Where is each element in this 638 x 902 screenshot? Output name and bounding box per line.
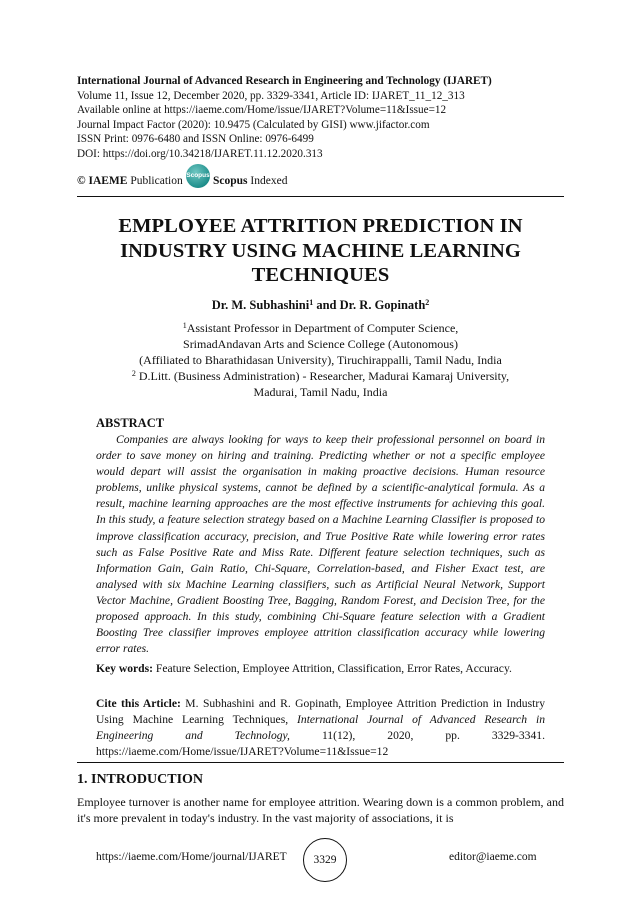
title-line-1: EMPLOYEE ATTRITION PREDICTION IN: [118, 215, 523, 237]
header-divider: [77, 196, 564, 197]
cite-label: Cite this Article:: [96, 697, 181, 710]
affil-1-line-3: (Affiliated to Bharathidasan University), Tiruchirappalli, Tamil Nadu, India: [139, 353, 502, 367]
page-number: 3329: [303, 838, 347, 882]
page-footer: [0, 838, 638, 886]
affil-1-line-1: Assistant Professor in Department of Computer Science,: [186, 321, 459, 335]
footer-email[interactable]: editor@iaeme.com: [449, 851, 537, 863]
publication-row: [77, 164, 557, 194]
impact-factor-line: Journal Impact Factor (2020): 10.9475 (Calculated by GISI) www.jifactor.com: [77, 118, 430, 131]
affil-2-line-1: D.Litt. (Business Administration) - Researcher, Madurai Kamaraj University,: [138, 369, 510, 383]
abstract-text: Companies are always looking for ways to keep their professional personnel on board in order to save money on hiring and training. Predicting whether or not a specific employee would depart will assist the organisation in making proactive decisions. Human resource problems, unlike physical systems, cannot be defined by a scientific-analytical formula. As a result, machine learning approaches are the most effective instruments for achieving this goal. In this study, a feature selection strategy based on a Machine Learning Classifier is proposed to improve classification accuracy, precision, and True Positive Rate while lowering error rates such as False Positive Rate and Miss Rate. Different feature selection techniques, such as Information Gain, Gain Ratio, Chi-Square, Correlation-based, and Fisher Exact test, are analysed with six Machine Learning classifiers, such as Artificial Neural Network, Support Vector Machine, Gradient Boosting Tree, Bagging, Random Forest, and Decision Tree, for the proposed approach. In this study, combining Chi-Square feature selection with a Gradient Boosting Tree classifier improves employee attrition classification accuracy while lowering error rates.: [96, 433, 545, 656]
affil-1-line-2: SrimadAndavan Arts and Science College (Autonomous): [183, 337, 458, 351]
author-2-sup: 2: [425, 298, 430, 307]
copyright-text: © IAEME: [77, 175, 128, 187]
publisher-credit: [77, 175, 183, 187]
keywords: [96, 661, 545, 677]
affil-2-line-2: Madurai, Tamil Nadu, India: [253, 385, 388, 399]
author-1-sup: 1: [309, 298, 314, 307]
cite-divider: [77, 762, 564, 763]
available-online-line: Available online at https://iaeme.com/Home/issue/IJARET?Volume=11&Issue=12: [77, 104, 447, 117]
affil-1-sup: 1: [182, 321, 187, 330]
introduction-heading: 1. INTRODUCTION: [77, 772, 204, 787]
journal-name: International Journal of Advanced Research in Engineering and Technology (IJARET): [77, 75, 492, 87]
cite-journal: International Journal of Advanced Research in Engineering and Technology,: [96, 713, 546, 743]
author-1: Dr. M. Subhashini: [211, 298, 310, 312]
scopus-logo-icon: Scopus: [186, 164, 210, 188]
indexed-word: Indexed: [250, 175, 288, 187]
and-word: and: [316, 298, 337, 312]
introduction-text: Employee turnover is another name for employee attrition. Wearing down is a common problem, and it's more prevalent in today's industry. In the vast majority of associations, it is: [77, 795, 564, 825]
cite-url[interactable]: https://iaeme.com/Home/issue/IJARET?Volume=11&Issue=12: [96, 745, 389, 759]
affil-2-sup: 2: [131, 369, 136, 378]
cite-text-1: M. Subhashini and R. Gopinath, Employee Attrition Prediction in Industry Using Machine Learning Techniques,: [96, 697, 545, 727]
author-2: Dr. R. Gopinath: [339, 298, 426, 312]
scopus-word: Scopus: [213, 175, 248, 187]
keywords-label: Key words:: [96, 662, 153, 675]
abstract-heading: ABSTRACT: [96, 416, 165, 430]
title-line-3: TECHNIQUES: [251, 264, 390, 286]
cite-text-2: 11(12), 2020, pp. 3329-3341.: [321, 729, 545, 743]
title-line-2: INDUSTRY USING MACHINE LEARNING: [120, 239, 521, 262]
footer-journal-url[interactable]: https://iaeme.com/Home/journal/IJARET: [96, 851, 287, 863]
journal-header: [77, 74, 547, 162]
keywords-text: Feature Selection, Employee Attrition, Classification, Error Rates, Accuracy.: [155, 662, 512, 675]
affiliation-1: [77, 320, 564, 368]
author-line: [77, 298, 564, 313]
affiliation-2: [77, 368, 564, 400]
citation: [96, 696, 545, 760]
volume-line: Volume 11, Issue 12, December 2020, pp. 3329-3341, Article ID: IJARET_11_12_313: [77, 89, 465, 102]
indexing-credit: [213, 175, 287, 187]
article-title: [77, 214, 564, 288]
publication-word: Publication: [130, 175, 183, 187]
issn-line: ISSN Print: 0976-6480 and ISSN Online: 0976-6499: [77, 133, 314, 146]
doi-line: DOI: https://doi.org/10.34218/IJARET.11.12.2020.313: [77, 147, 323, 160]
